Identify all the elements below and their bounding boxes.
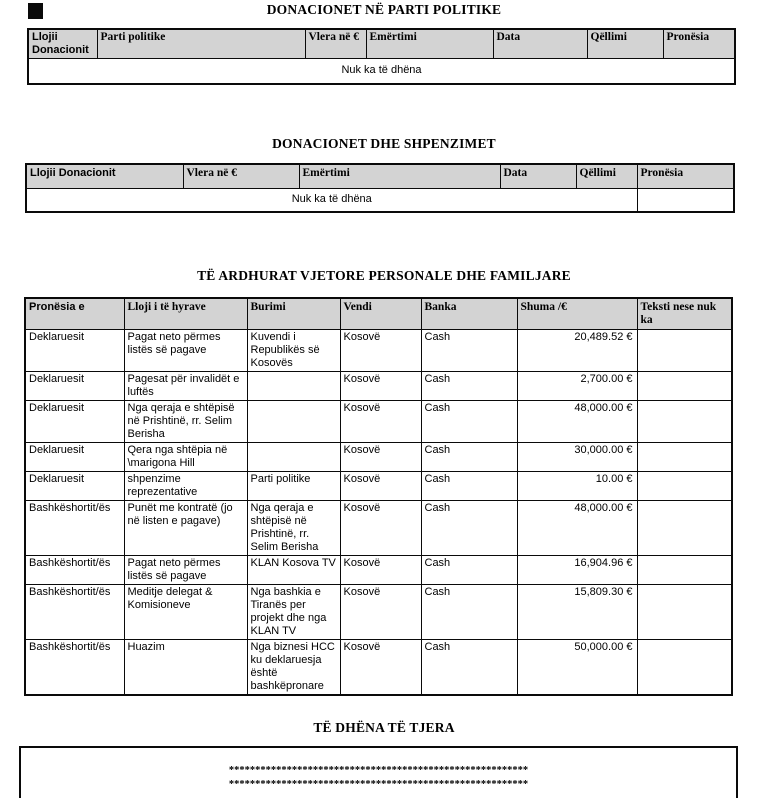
column-header: Burimi: [247, 298, 340, 330]
table-cell: Cash: [421, 640, 517, 696]
table-cell: Bashkëshortit/ës: [25, 556, 124, 585]
table-cell: KLAN Kosova TV: [247, 556, 340, 585]
table-header-row: [25, 298, 732, 330]
income-table: [24, 297, 733, 696]
table-cell: shpenzime reprezentative: [124, 472, 247, 501]
table-cell: 15,809.30 €: [517, 585, 637, 640]
table-cell: 48,000.00 €: [517, 501, 637, 556]
table-cell: Nga qeraja e shtëpisë në Prishtinë, rr. Selim Berisha: [124, 401, 247, 443]
column-header: Llojii Donacionit: [28, 29, 97, 59]
table-cell: Huazim: [124, 640, 247, 696]
table-row: [25, 330, 732, 372]
table-cell: Bashkëshortit/ës: [25, 501, 124, 556]
section-title-other-data: TË DHËNA TË TJERA: [313, 720, 455, 735]
table-row: [25, 556, 732, 585]
column-header: Pronësia: [637, 164, 734, 189]
table-cell: Deklaruesit: [25, 401, 124, 443]
column-header: Pronësia: [663, 29, 735, 59]
section-title-donations-expenses: DONACIONET DHE SHPENZIMET: [272, 136, 496, 151]
table-cell: Pagat neto përmes listës së pagave: [124, 556, 247, 585]
table-cell: 50,000.00 €: [517, 640, 637, 696]
table-cell: Kosovë: [340, 556, 421, 585]
income-table-body: [25, 330, 732, 696]
other-data-box: [19, 746, 738, 798]
asterisk-line: *********************************************************: [228, 765, 529, 776]
table-cell: 2,700.00 €: [517, 372, 637, 401]
table-cell: Nga bashkia e Tiranës per projekt dhe nga KLAN TV: [247, 585, 340, 640]
column-header: Vlera në €: [305, 29, 366, 59]
table-cell: [637, 585, 732, 640]
table-row: [25, 585, 732, 640]
table-cell: Kosovë: [340, 472, 421, 501]
column-header: Parti politike: [97, 29, 305, 59]
table-cell: [637, 372, 732, 401]
table-cell: Parti politike: [247, 472, 340, 501]
table-cell: Cash: [421, 443, 517, 472]
table-cell: Kosovë: [340, 330, 421, 372]
table-cell: 10.00 €: [517, 472, 637, 501]
table-cell: [637, 640, 732, 696]
table-row: [25, 472, 732, 501]
table-cell: Cash: [421, 472, 517, 501]
table-cell: Cash: [421, 372, 517, 401]
table-cell: Cash: [421, 501, 517, 556]
table-cell: Bashkëshortit/ës: [25, 585, 124, 640]
table-cell: 30,000.00 €: [517, 443, 637, 472]
table-cell: Cash: [421, 556, 517, 585]
table-row: [25, 501, 732, 556]
table-cell: Kuvendi i Republikës së Kosovës: [247, 330, 340, 372]
table-cell: Nga qeraja e shtëpisë në Prishtinë, rr. Selim Berisha: [247, 501, 340, 556]
column-header: Teksti nese nuk ka: [637, 298, 732, 330]
table-cell: 20,489.52 €: [517, 330, 637, 372]
table-header-row: [28, 29, 735, 59]
no-data-cell: Nuk ka të dhëna: [28, 59, 735, 85]
section-title-donations-parties: DONACIONET NË PARTI POLITIKE: [266, 2, 502, 17]
empty-cell: [637, 189, 734, 213]
donations-parties-table: [27, 28, 736, 85]
section-title-income: TË ARDHURAT VJETORE PERSONALE DHE FAMILJARE: [197, 268, 571, 283]
table-cell: Deklaruesit: [25, 372, 124, 401]
column-header: Qëllimi: [587, 29, 663, 59]
table-cell: Deklaruesit: [25, 443, 124, 472]
column-header: Shuma /€: [517, 298, 637, 330]
table-cell: Kosovë: [340, 443, 421, 472]
column-header: Emërtimi: [299, 164, 500, 189]
column-header: Vlera në €: [183, 164, 299, 189]
table-cell: Kosovë: [340, 585, 421, 640]
table-cell: [637, 501, 732, 556]
table-cell: Deklaruesit: [25, 330, 124, 372]
donations-expenses-table: [25, 163, 735, 213]
table-cell: [247, 372, 340, 401]
column-header: Vendi: [340, 298, 421, 330]
table-cell: Cash: [421, 330, 517, 372]
column-header: Lloji i të hyrave: [124, 298, 247, 330]
table-cell: Kosovë: [340, 640, 421, 696]
table-cell: Meditje delegat & Komisioneve: [124, 585, 247, 640]
table-cell: Pagesat për invalidët e luftës: [124, 372, 247, 401]
table-row: [25, 443, 732, 472]
table-row: [25, 372, 732, 401]
table-row: [28, 59, 735, 85]
table-cell: [637, 556, 732, 585]
column-header: Data: [493, 29, 587, 59]
column-header: Llojii Donacionit: [26, 164, 183, 189]
table-cell: [637, 472, 732, 501]
table-row: [26, 189, 734, 213]
column-header: Banka: [421, 298, 517, 330]
asterisk-line: *********************************************************: [228, 779, 529, 790]
table-cell: Kosovë: [340, 501, 421, 556]
table-cell: [637, 330, 732, 372]
table-cell: Cash: [421, 401, 517, 443]
table-cell: Kosovë: [340, 372, 421, 401]
table-cell: Pagat neto përmes listës së pagave: [124, 330, 247, 372]
table-header-row: [26, 164, 734, 189]
table-cell: Deklaruesit: [25, 472, 124, 501]
table-cell: Bashkëshortit/ës: [25, 640, 124, 696]
table-cell: Punët me kontratë (jo në listen e pagave): [124, 501, 247, 556]
table-row: [25, 401, 732, 443]
table-cell: [637, 443, 732, 472]
table-cell: [247, 443, 340, 472]
table-cell: Nga biznesi HCC ku deklaruesja është bashkëpronare: [247, 640, 340, 696]
table-cell: 16,904.96 €: [517, 556, 637, 585]
table-cell: [247, 401, 340, 443]
no-data-cell: Nuk ka të dhëna: [26, 189, 637, 213]
table-row: [25, 640, 732, 696]
table-cell: 48,000.00 €: [517, 401, 637, 443]
table-cell: Kosovë: [340, 401, 421, 443]
table-cell: [637, 401, 732, 443]
column-header: Qëllimi: [576, 164, 637, 189]
table-cell: Cash: [421, 585, 517, 640]
column-header: Pronësia e: [25, 298, 124, 330]
column-header: Data: [500, 164, 576, 189]
table-cell: Qera nga shtëpia në \marigona Hill: [124, 443, 247, 472]
column-header: Emërtimi: [366, 29, 493, 59]
